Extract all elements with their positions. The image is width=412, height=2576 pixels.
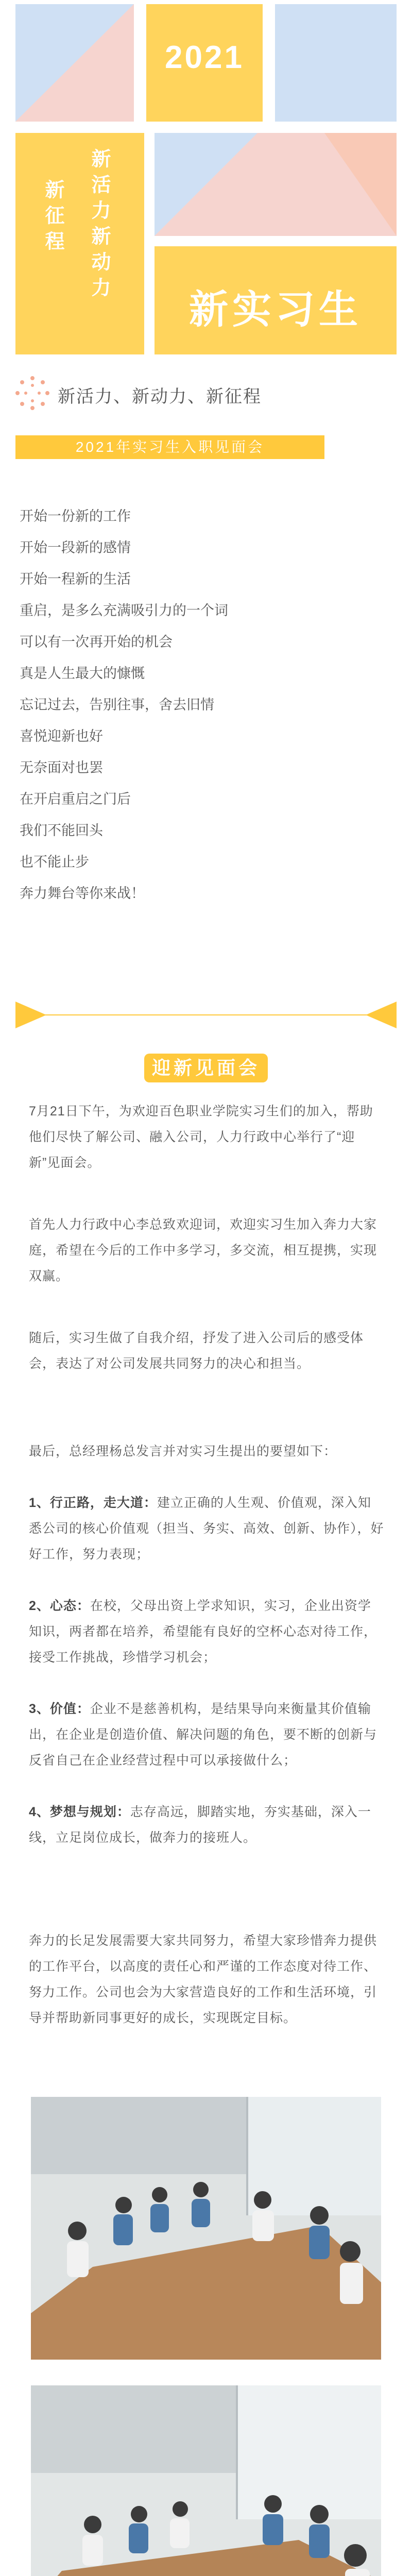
subtitle-banner: 2021年实习生入职见面会 bbox=[15, 435, 324, 459]
article-paragraph: 奔力的长足发展需要大家共同努力，希望大家珍惜奔力提供的工作平台，以高度的责任心和严谨的工作态度对待工作、努力工作。公司也会为大家营造良好的工作和生活环境，引导并帮助新同事更好的成长，实现既定目标。 bbox=[29, 1934, 377, 2025]
hero-title-tile bbox=[154, 246, 397, 354]
hero-tile-pattern-mid bbox=[154, 133, 397, 236]
poem-line: 在开启重启之门后 bbox=[20, 791, 131, 807]
list-item-text: 企业不是慈善机构，是结果导向来衡量其价值输出，在企业是创造价值、解决问题的角色，要不断的创新与反省自己在企业经营过程中可以承接做什么； bbox=[29, 1702, 377, 1768]
poem-line: 重启，是多么充满吸引力的一个词 bbox=[20, 603, 228, 618]
poem-line: 喜悦迎新也好 bbox=[20, 728, 103, 744]
hero-big-title: 新实习生 bbox=[189, 288, 362, 332]
list-item-text: 在校，父母出资上学求知识，实习，企业出资学知识，两者都在培养，希望能有良好的空杯心态对待工作，接受工作挑战，珍惜学习机会； bbox=[29, 1599, 377, 1665]
list-item-label: 2、心态： bbox=[29, 1599, 90, 1613]
poem-line: 奔力舞台等你来战！ bbox=[20, 886, 145, 901]
poem-line: 可以有一次再开始的机会 bbox=[20, 634, 173, 650]
poem-block bbox=[0, 505, 412, 969]
list-item-label: 3、价值： bbox=[29, 1702, 90, 1716]
poem-line: 开始一份新的工作 bbox=[20, 509, 131, 524]
hero-year-tile bbox=[146, 4, 263, 122]
list-item-text: 志存高远，脚踏实地，夯实基础，深入一线，立足岗位成长，做奔力的接班人。 bbox=[29, 1805, 371, 1845]
list-item-text: 建立正确的人生观、价值观，深入知悉公司的核心价值观（担当、务实、高效、创新、协作），好好工作，努力表现； bbox=[29, 1496, 384, 1562]
poem-line: 忘记过去，告别往事，舍去旧情 bbox=[20, 697, 214, 713]
hero-slogan-col2: 新征程 bbox=[42, 179, 63, 257]
article-paragraph: 最后，总经理杨总发言并对实习生提出的要望如下： bbox=[29, 1444, 337, 1459]
hero-slogan-tile bbox=[15, 133, 144, 354]
hero-year: 2021 bbox=[165, 40, 244, 75]
poem-line: 开始一程新的生活 bbox=[20, 571, 131, 587]
meeting-photo-1 bbox=[31, 2097, 381, 2360]
poem-line: 我们不能回头 bbox=[20, 823, 103, 838]
meeting-photo-2 bbox=[31, 2385, 381, 2576]
article-list-item bbox=[29, 1490, 384, 1567]
poem-line: 也不能止步 bbox=[20, 854, 89, 870]
article-list-item bbox=[29, 1593, 384, 1670]
article-paragraph: 7月21日下午，为欢迎百色职业学院实习生们的加入，帮助他们尽快了解公司、融入公司，人力行政中心举行了“迎新”见面会。 bbox=[29, 1104, 373, 1170]
hero-collage bbox=[0, 0, 412, 355]
article-paragraph: 随后，实习生做了自我介绍，抒发了进入公司后的感受体会，表达了对公司发展共同努力的决心和担当。 bbox=[29, 1331, 364, 1371]
poem-line: 开始一段新的感情 bbox=[20, 540, 131, 555]
sun-dots-icon bbox=[14, 375, 50, 411]
article-paragraph: 首先人力行政中心李总致欢迎词，欢迎实习生加入奔力大家庭，希望在今后的工作中多学习，多交流，相互提携，实现双赢。 bbox=[29, 1217, 377, 1283]
hero-slogan-col1: 新活力新动力 bbox=[88, 148, 110, 303]
poem-line: 真是人生最大的慷慨 bbox=[20, 666, 145, 681]
section-divider bbox=[15, 994, 397, 1036]
article-list-item bbox=[29, 1696, 384, 1773]
list-item-label: 1、行正路，走大道： bbox=[29, 1496, 157, 1510]
poem-line: 无奈面对也罢 bbox=[20, 760, 103, 775]
hero-tile-blue-top bbox=[275, 4, 397, 122]
article-list-item bbox=[29, 1799, 384, 1851]
hero-tile-pattern bbox=[15, 4, 134, 122]
section-title: 迎新见面会 bbox=[144, 1054, 268, 1082]
subtitle-text: 新活力、新动力、新征程 bbox=[58, 387, 262, 406]
list-item-label: 4、梦想与规划： bbox=[29, 1805, 130, 1819]
